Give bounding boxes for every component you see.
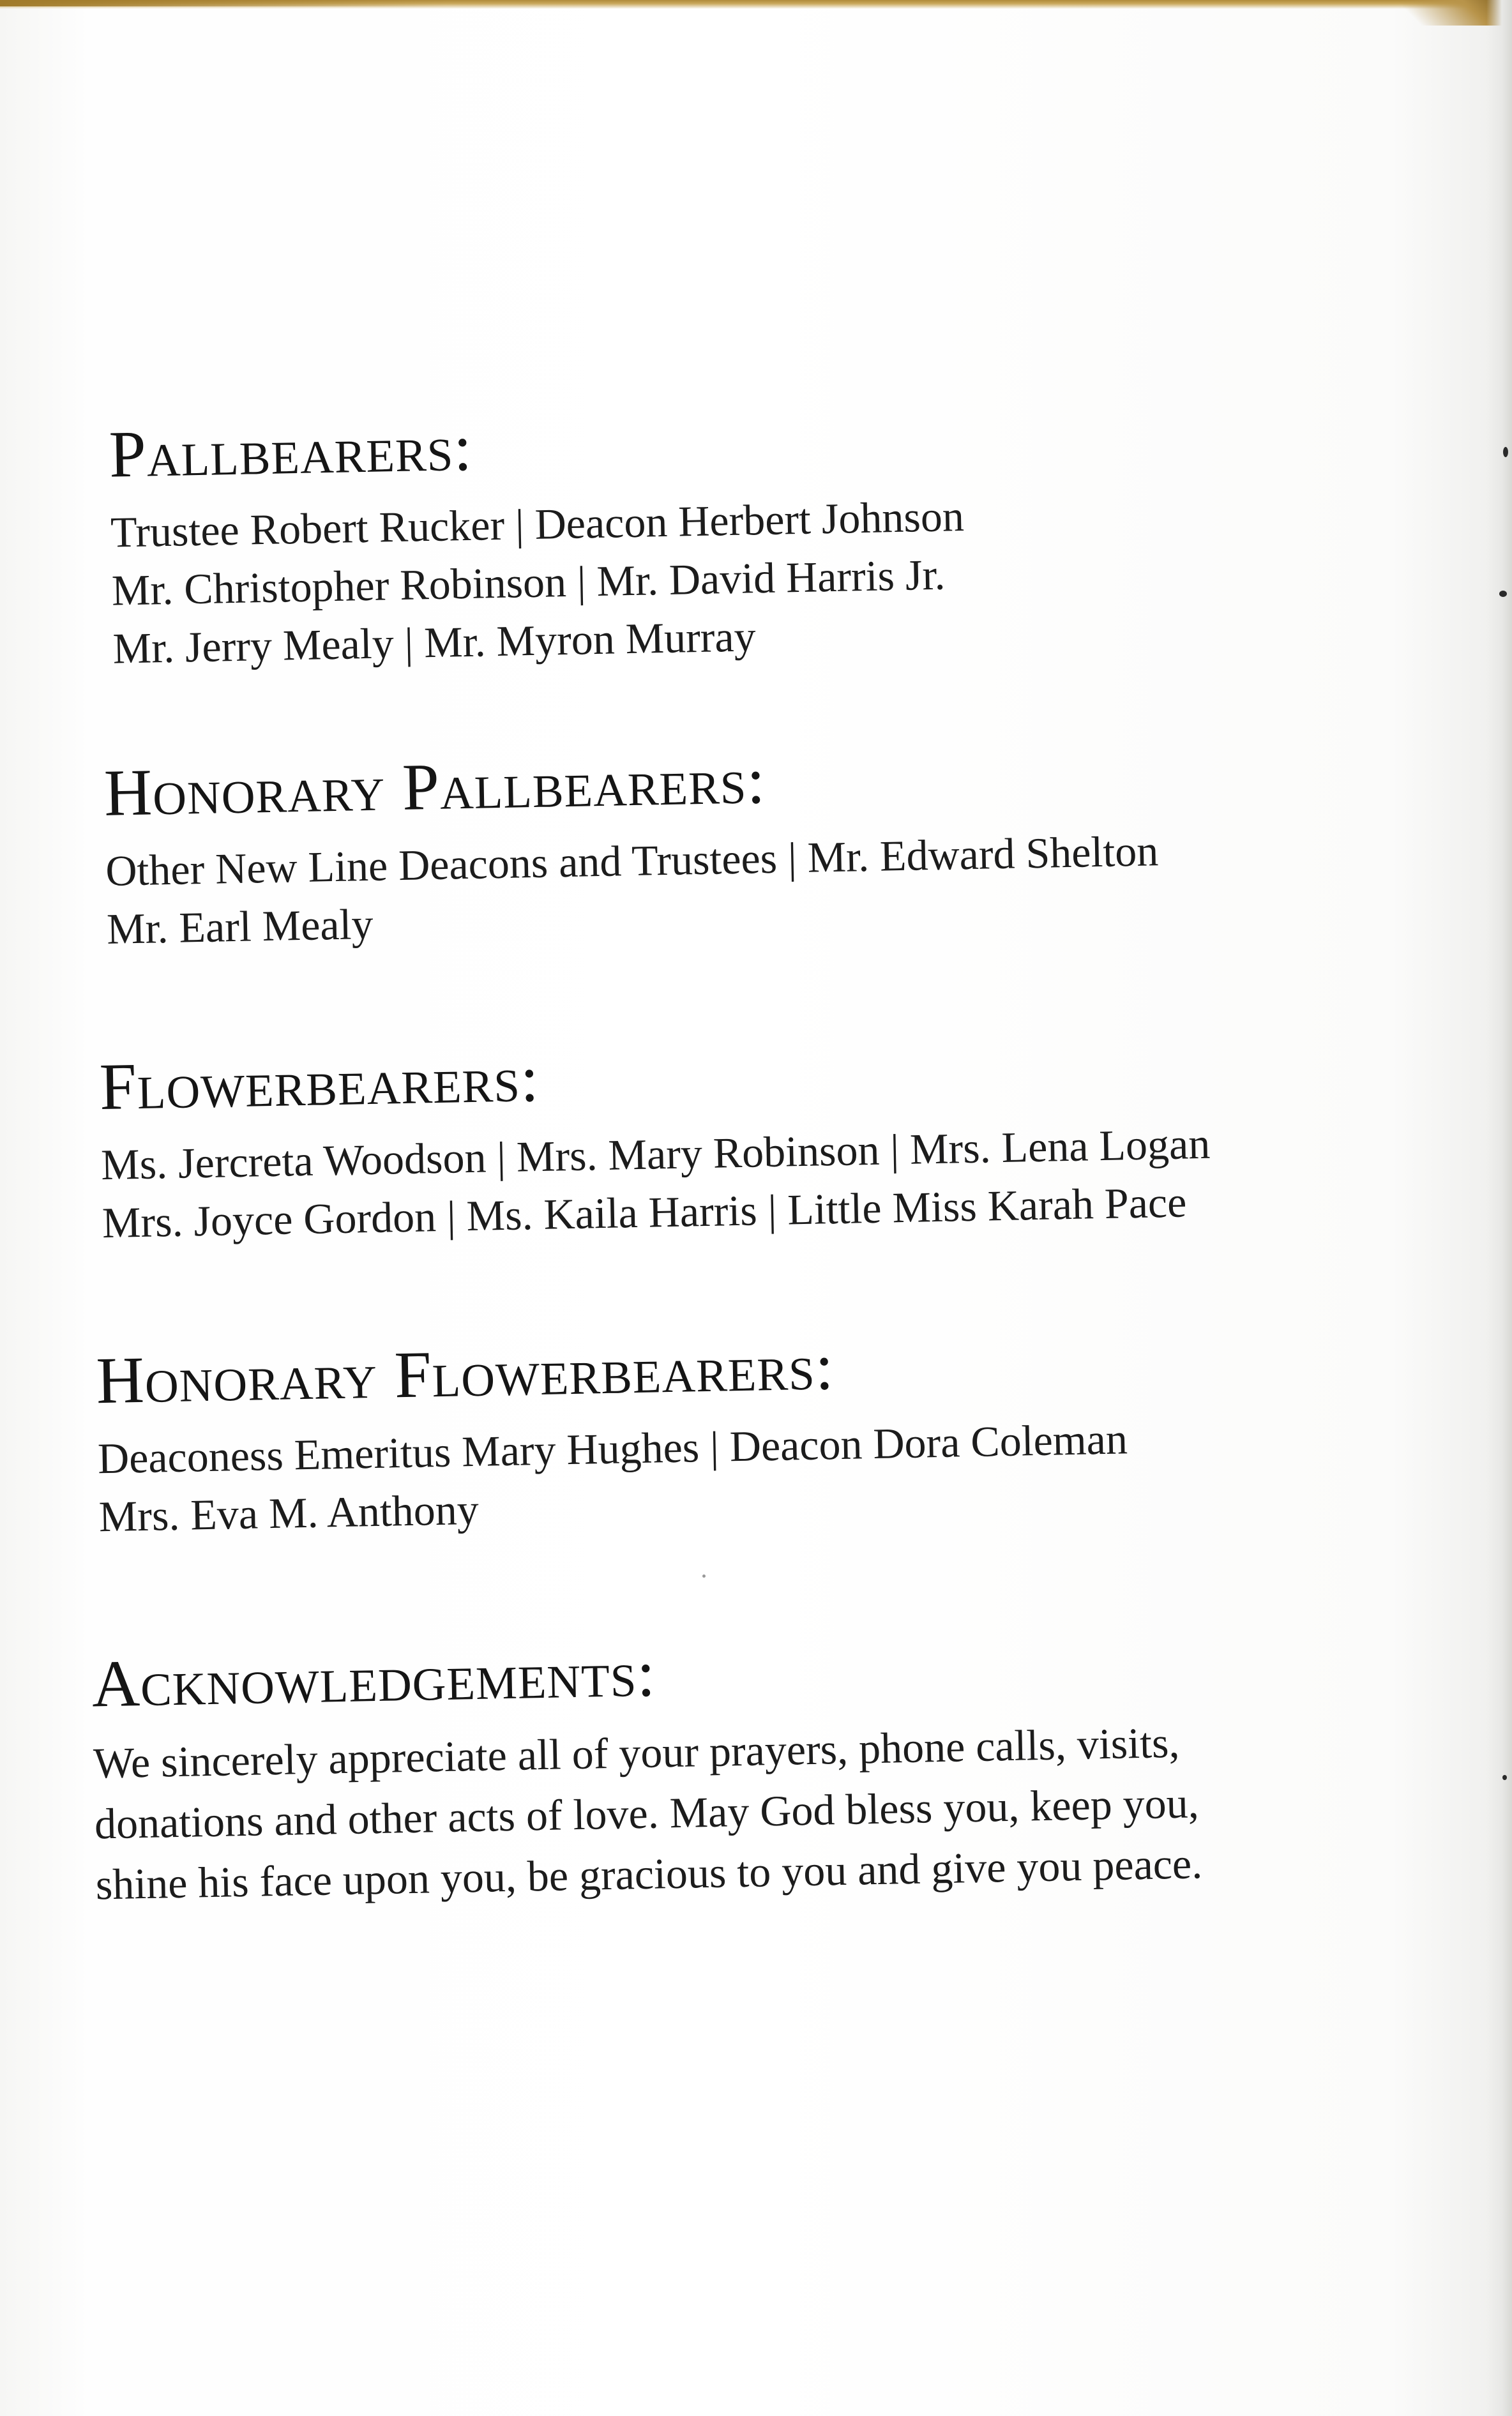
pallbearers-line: Mr. Jerry Mealy | Mr. Myron Murray xyxy=(112,612,757,673)
honorary-pallbearers-line: Mr. Earl Mealy xyxy=(106,900,374,954)
honorary-flowerbearers-heading: Honorary Flowerbearers: xyxy=(95,1330,835,1418)
honorary-pallbearers-section xyxy=(103,738,1160,958)
acknowledgements-heading: Acknowledgements: xyxy=(91,1636,657,1721)
acknowledgements-section xyxy=(91,1628,1203,1915)
honorary-pallbearers-heading: Honorary Pallbearers: xyxy=(103,744,767,830)
flowerbearers-heading: Flowerbearers: xyxy=(98,1041,540,1124)
honorary-pallbearers-line: Other New Line Deacons and Trustees | Mr. Edward Shelton xyxy=(105,826,1159,896)
honorary-flowerbearers-section xyxy=(96,1326,1130,1546)
ink-speck xyxy=(1503,447,1508,457)
acknowledgements-line: shine his face upon you, be gracious to you and give you peace. xyxy=(95,1839,1203,1909)
honorary-flowerbearers-line: Mrs. Eva M. Anthony xyxy=(98,1485,480,1541)
flowerbearers-line: Ms. Jercreta Woodson | Mrs. Mary Robinson | Mrs. Lena Logan xyxy=(100,1119,1211,1189)
acknowledgements-line: donations and other acts of love. May God bless you, keep you, xyxy=(94,1778,1200,1848)
pallbearers-line: Trustee Robert Rucker | Deacon Herbert Johnson xyxy=(110,492,965,557)
pallbearers-line: Mr. Christopher Robinson | Mr. David Harris Jr. xyxy=(111,550,946,615)
honorary-flowerbearers-line: Deaconess Emeritus Mary Hughes | Deacon Dora Coleman xyxy=(97,1414,1128,1483)
pallbearers-section xyxy=(109,404,967,678)
flowerbearers-section xyxy=(99,1031,1212,1252)
pallbearers-heading: Pallbearers: xyxy=(108,411,474,492)
flowerbearers-line: Mrs. Joyce Gordon | Ms. Kaila Harris | Little Miss Karah Pace xyxy=(102,1177,1187,1248)
acknowledgements-line: We sincerely appreciate all of your prayers, phone calls, visits, xyxy=(93,1718,1181,1788)
